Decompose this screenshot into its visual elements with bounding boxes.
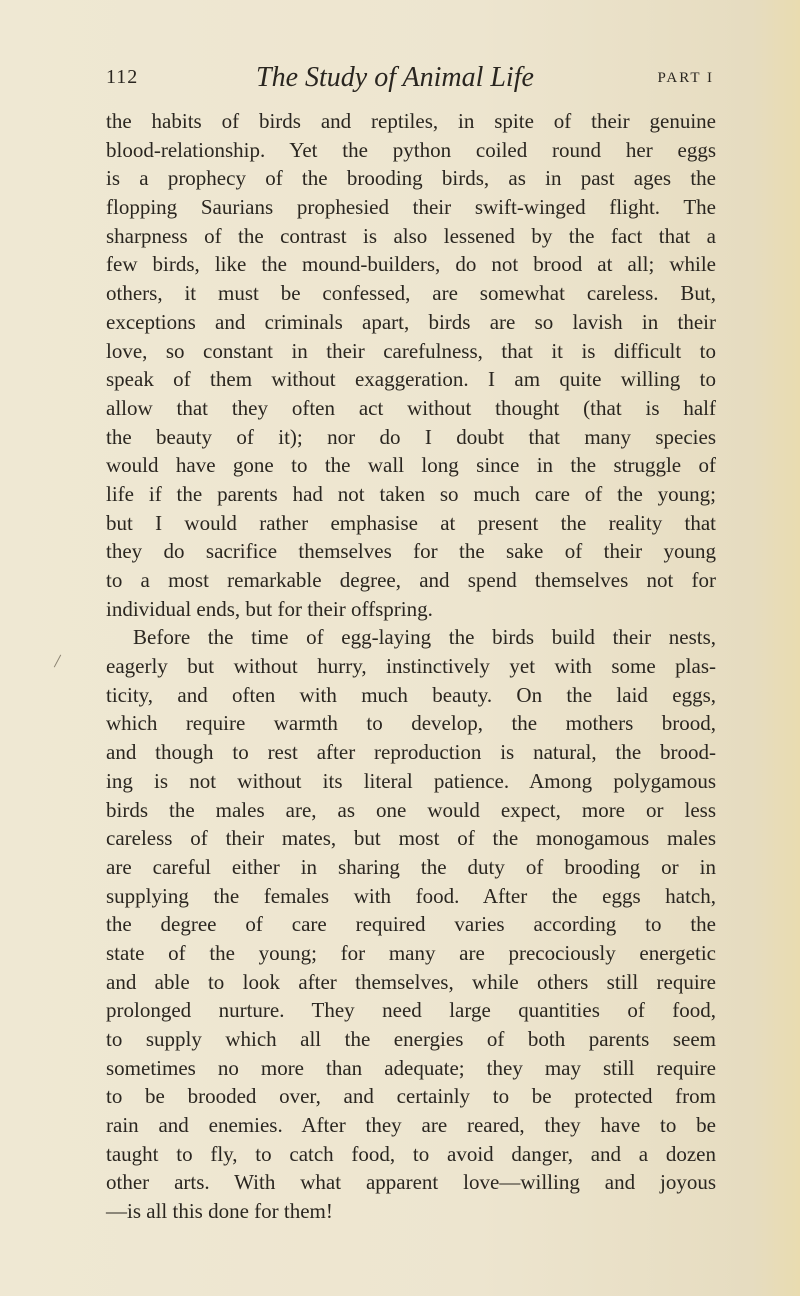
text-line: the degree of care required varies according to the — [106, 912, 716, 937]
text-line: would have gone to the wall long since in the struggle of — [106, 453, 716, 478]
text-line: the beauty of it); nor do I doubt that many species — [106, 424, 716, 449]
text-line: and able to look after themselves, while others still require — [106, 969, 716, 994]
text-line: which require warmth to develop, the mothers brood, — [106, 711, 716, 736]
text-line: love, so constant in their carefulness, that it is difficult to — [106, 338, 716, 363]
text-line: supplying the females with food. After the eggs hatch, — [106, 883, 716, 908]
text-line: but I would rather emphasise at present the reality that — [106, 510, 716, 535]
body-text — [106, 107, 716, 1226]
text-line: flopping Saurians prophesied their swift-winged flight. The — [106, 195, 716, 220]
text-line: prolonged nurture. They need large quantities of food, — [106, 998, 716, 1023]
text-line: others, it must be confessed, are somewhat careless. But, — [106, 281, 716, 306]
text-line: exceptions and criminals apart, birds are so lavish in their — [106, 309, 716, 334]
text-line: few birds, like the mound-builders, do not brood at all; while — [106, 252, 716, 277]
page-number: 112 — [106, 66, 139, 88]
text-line: sometimes no more than adequate; they may still require — [106, 1055, 716, 1080]
page-header — [106, 62, 716, 102]
text-line: state of the young; for many are precociously energetic — [106, 940, 716, 965]
text-line: to be brooded over, and certainly to be protected from — [106, 1084, 716, 1109]
text-line: ing is not without its literal patience. Among polygamous — [106, 768, 716, 793]
text-line: the habits of birds and reptiles, in spite of their genuine — [106, 109, 716, 133]
text-line: life if the parents had not taken so much care of the young; — [106, 481, 716, 506]
text-line: rain and enemies. After they are reared, they have to be — [106, 1113, 716, 1138]
text-line: other arts. With what apparent love—willing and joyous — [106, 1170, 716, 1195]
text-line: taught to fly, to catch food, to avoid danger, and a dozen — [106, 1141, 716, 1166]
text-line: to supply which all the energies of both parents seem — [106, 1027, 716, 1051]
text-line: blood-relationship. Yet the python coiled round her eggs — [106, 137, 716, 162]
text-line: careless of their mates, but most of the monogamous males — [106, 826, 716, 851]
section-label: PART I — [657, 70, 714, 86]
text-line: sharpness of the contrast is also lessened by the fact that a — [106, 223, 716, 248]
text-line: to a most remarkable degree, and spend themselves not for — [106, 568, 716, 592]
text-line: and though to rest after reproduction is natural, the brood- — [106, 740, 716, 765]
text-line: ticity, and often with much beauty. On the laid eggs, — [106, 682, 716, 707]
text-line: eagerly but without hurry, instinctively yet with some plas- — [106, 654, 716, 679]
text-line: they do sacrifice themselves for the sake of their young — [106, 539, 716, 564]
text-line: are careful either in sharing the duty of brooding or in — [106, 854, 716, 879]
text-line: allow that they often act without thought (that is half — [106, 395, 716, 420]
text-line: —is all this done for them! — [106, 1199, 333, 1224]
text-line: individual ends, but for their offspring. — [106, 596, 433, 621]
running-title: The Study of Animal Life — [256, 62, 534, 93]
text-line: is a prophecy of the brooding birds, as in past ages the — [106, 166, 716, 191]
paragraph-start-line: Before the time of egg-laying the birds build their nests, — [133, 625, 716, 650]
margin-pencil-mark — [54, 655, 61, 668]
text-line: birds the males are, as one would expect, more or less — [106, 797, 716, 822]
text-line: speak of them without exaggeration. I am quite willing to — [106, 367, 716, 392]
